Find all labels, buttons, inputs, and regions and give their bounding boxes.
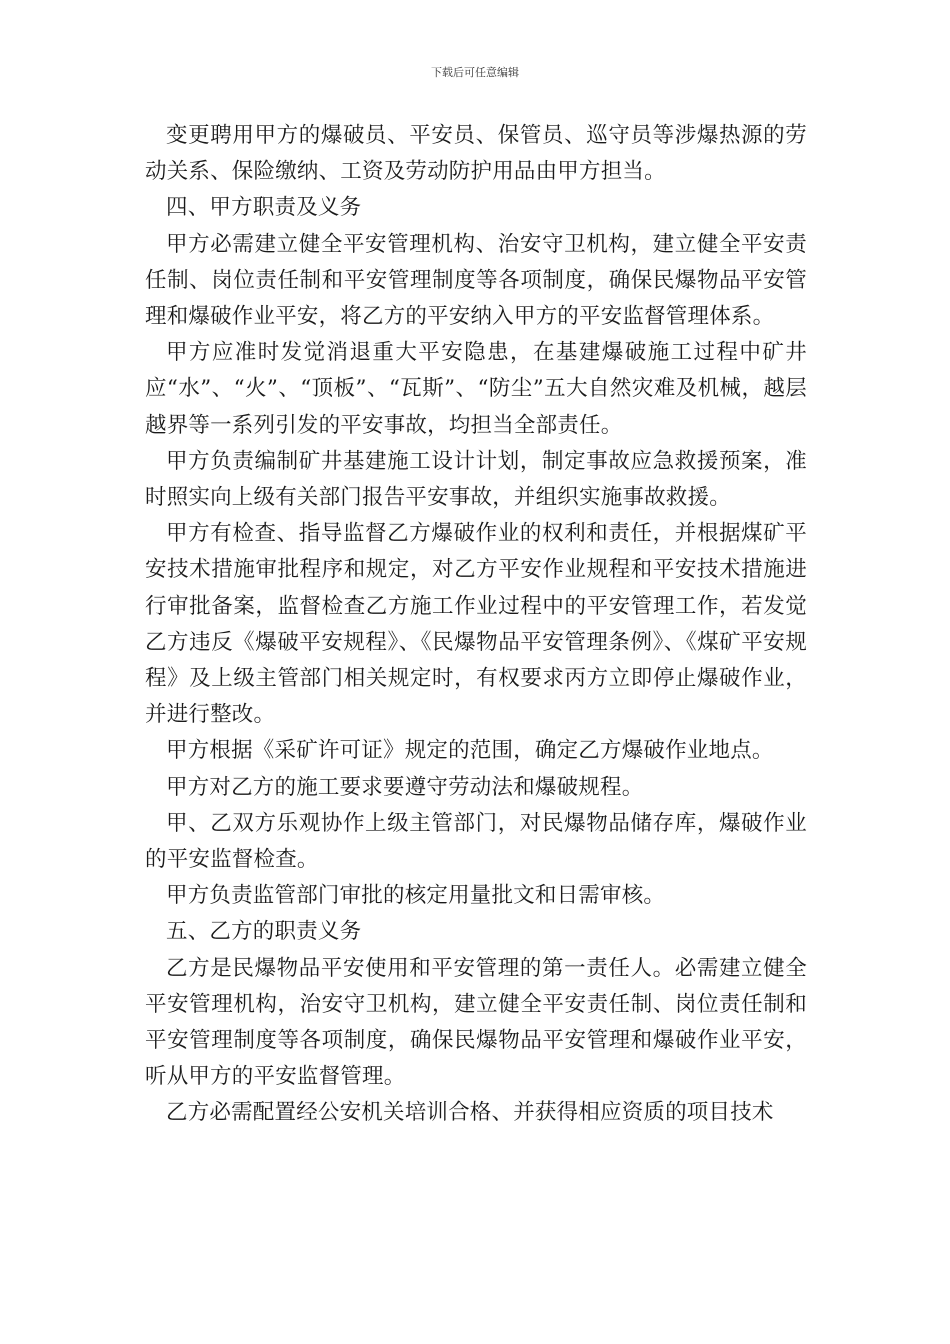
section-heading-party-b: 五、乙方的职责义务 (166, 919, 362, 945)
paragraph-party-a-inspection: 甲方有检查、指导监督乙方爆破作业的权利和责任，并根据煤矿平安技术措施审批程序和规定，对乙方平安作业规程和平安技术措施进行审批备案，监督检查乙方施工作业过程中的平安管理工作，若发觉乙方违反《爆破平安规程》、《民爆物品平安管理条例》、《煤矿平安规程》及上级主管部门相关规定时，有权要求丙方立即停止爆破作业，并进行整改。 (145, 521, 807, 728)
page-header: 下载后可任意编辑 (431, 66, 519, 79)
paragraph-party-a-approval: 甲方负责监管部门审批的核定用量批文和日需审核。 (166, 883, 666, 909)
document-body (145, 118, 807, 1132)
paragraph-party-a-design-plan: 甲方负责编制矿井基建施工设计计划，制定事故应急救援预案，准时照实向上级有关部门报告平安事故，并组织实施事故救援。 (145, 448, 807, 511)
paragraph-party-a-hazards: 甲方应准时发觉消退重大平安隐患，在基建爆破施工过程中矿井应“水”、“火”、“顶板”、“瓦斯”、“防尘”五大自然灾难及机械，越层越界等一系列引发的平安事故，均担当全部责任。 (145, 340, 807, 438)
paragraph-party-b-responsibility: 乙方是民爆物品平安使用和平安管理的第一责任人。必需建立健全平安管理机构，治安守卫机构，建立健全平安责任制、岗位责任制和平安管理制度等各项制度，确保民爆物品平安管理和爆破作业平安，听从甲方的平安监督管理。 (145, 955, 807, 1090)
paragraph-party-a-license: 甲方根据《采矿许可证》规定的范围，确定乙方爆破作业地点。 (166, 738, 774, 764)
section-heading-party-a: 四、甲方职责及义务 (166, 195, 362, 221)
paragraph-joint-cooperation: 甲、乙双方乐观协作上级主管部门，对民爆物品储存库，爆破作业的平安监督检查。 (145, 810, 807, 873)
paragraph-party-b-staffing: 乙方必需配置经公安机关培训合格、并获得相应资质的项目技术 (166, 1100, 774, 1126)
paragraph-party-a-labor-law: 甲方对乙方的施工要求要遵守劳动法和爆破规程。 (166, 774, 644, 800)
paragraph-labor-relations: 变更聘用甲方的爆破员、平安员、保管员、巡守员等涉爆热源的劳动关系、保险缴纳、工资及劳动防护用品由甲方担当。 (145, 123, 807, 185)
paragraph-party-a-institutions: 甲方必需建立健全平安管理机构、治安守卫机构，建立健全平安责任制、岗位责任制和平安管理制度等各项制度，确保民爆物品平安管理和爆破作业平安，将乙方的平安纳入甲方的平安监督管理体系。 (145, 231, 807, 330)
